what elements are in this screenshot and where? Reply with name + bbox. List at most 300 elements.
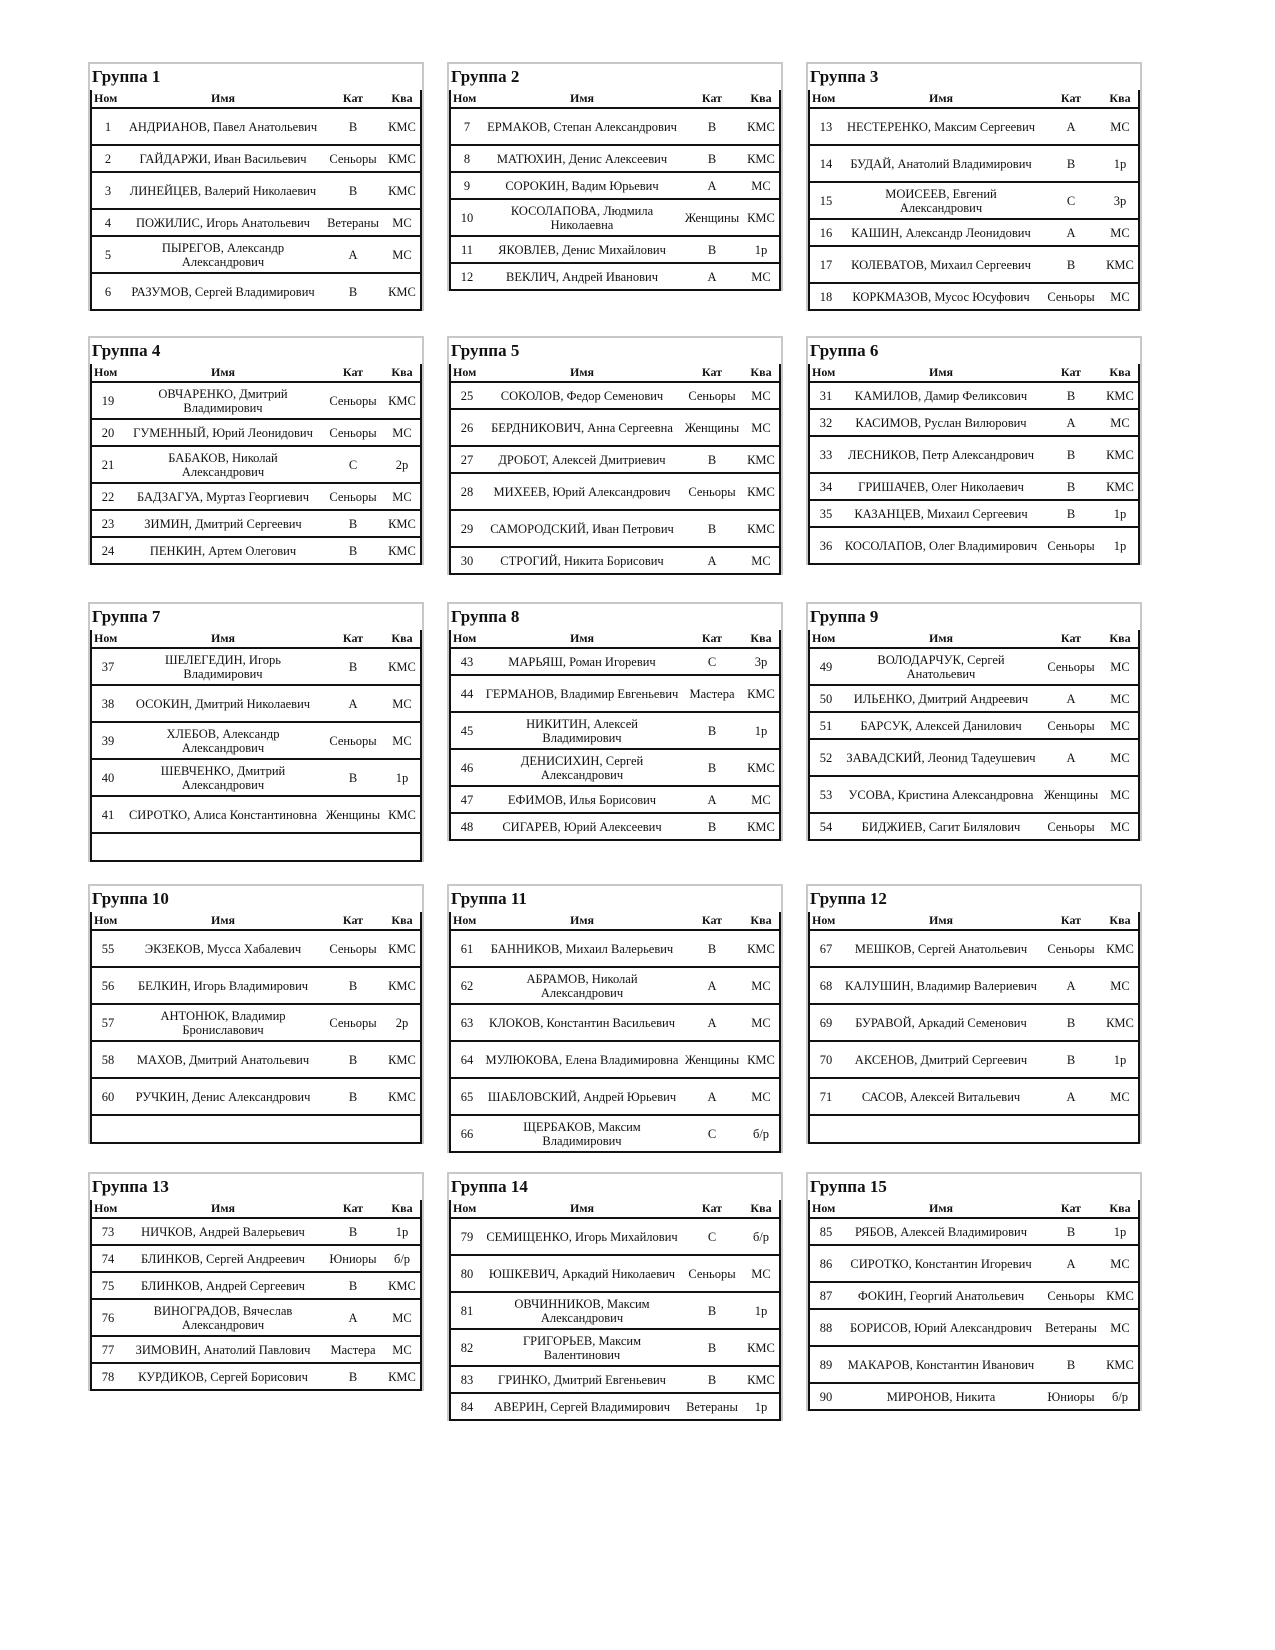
athlete-qualification: МС	[1102, 1245, 1139, 1282]
group-title: Группа 13	[92, 1177, 169, 1196]
athlete-name: САСОВ, Алексей Витальевич	[842, 1078, 1040, 1115]
athlete-number: 21	[91, 446, 124, 483]
header-name: Имя	[124, 630, 322, 648]
athlete-qualification: КМС	[384, 273, 421, 310]
table-row	[91, 483, 421, 510]
group-table	[808, 90, 1140, 311]
athlete-name: СИГАРЕВ, Юрий Алексеевич	[483, 813, 681, 840]
athlete-number: 50	[809, 685, 842, 712]
athlete-qualification: КМС	[743, 199, 780, 236]
athlete-name: ВИНОГРАДОВ, Вячеслав Александрович	[124, 1299, 322, 1336]
table-row	[91, 209, 421, 236]
group-6	[806, 336, 1142, 565]
athlete-name: ОВЧИННИКОВ, Максим Александрович	[483, 1292, 681, 1329]
athlete-number: 63	[450, 1004, 483, 1041]
athlete-qualification: КМС	[384, 1272, 421, 1299]
athlete-name: КАШИН, Александр Леонидович	[842, 219, 1040, 246]
athlete-category: C	[322, 446, 384, 483]
header-name: Имя	[842, 90, 1040, 108]
table-row	[91, 236, 421, 273]
group-table	[90, 1200, 422, 1391]
header-cat: Кат	[322, 912, 384, 930]
header-name: Имя	[124, 1200, 322, 1218]
athlete-number: 44	[450, 675, 483, 712]
table-header-row	[450, 364, 780, 382]
table-row	[450, 1004, 780, 1041]
athlete-number: 2	[91, 145, 124, 172]
athlete-number: 14	[809, 145, 842, 182]
header-name: Имя	[842, 630, 1040, 648]
athlete-qualification: КМС	[384, 145, 421, 172]
athlete-category: B	[1040, 436, 1102, 473]
table-row	[450, 813, 780, 840]
athlete-number: 24	[91, 537, 124, 564]
athlete-number: 55	[91, 930, 124, 967]
athlete-category: B	[681, 108, 743, 145]
table-row	[450, 1393, 780, 1420]
table-row	[450, 1255, 780, 1292]
athlete-number: 19	[91, 382, 124, 419]
athlete-name: АКСЕНОВ, Дмитрий Сергеевич	[842, 1041, 1040, 1078]
athlete-qualification: МС	[743, 967, 780, 1004]
header-num: Ном	[91, 630, 124, 648]
athlete-category: A	[1040, 409, 1102, 436]
group-table	[449, 630, 781, 841]
athlete-name: СИРОТКО, Алиса Константиновна	[124, 796, 322, 833]
athlete-name: КОСОЛАПОВА, Людмила Николаевна	[483, 199, 681, 236]
header-num: Ном	[809, 364, 842, 382]
athlete-name: ГРИГОРЬЕВ, Максим Валентинович	[483, 1329, 681, 1366]
athlete-number: 4	[91, 209, 124, 236]
athlete-category: C	[681, 1115, 743, 1152]
athlete-category: B	[322, 1041, 384, 1078]
athlete-number: 10	[450, 199, 483, 236]
athlete-name: БЛИНКОВ, Андрей Сергеевич	[124, 1272, 322, 1299]
athlete-category: A	[681, 263, 743, 290]
table-row	[809, 283, 1139, 310]
header-cat: Кат	[681, 90, 743, 108]
athlete-category: Сеньоры	[1040, 813, 1102, 840]
athlete-qualification: МС	[384, 236, 421, 273]
athlete-qualification: КМС	[384, 1078, 421, 1115]
table-row	[809, 527, 1139, 564]
group-title: Группа 14	[451, 1177, 528, 1196]
athlete-number: 70	[809, 1041, 842, 1078]
athlete-category: Женщины	[1040, 776, 1102, 813]
athlete-number: 34	[809, 473, 842, 500]
table-row	[450, 1292, 780, 1329]
table-row	[91, 967, 421, 1004]
group-title: Группа 6	[810, 341, 879, 360]
header-qual: Ква	[743, 912, 780, 930]
header-qual: Ква	[1102, 1200, 1139, 1218]
athlete-category: Сеньоры	[1040, 712, 1102, 739]
athlete-category: C	[681, 1218, 743, 1255]
athlete-number: 32	[809, 409, 842, 436]
athlete-name: ГРИШАЧЕВ, Олег Николаевич	[842, 473, 1040, 500]
athlete-number: 25	[450, 382, 483, 409]
athlete-name: ГЕРМАНОВ, Владимир Евгеньевич	[483, 675, 681, 712]
header-num: Ном	[809, 90, 842, 108]
athlete-category: A	[1040, 1078, 1102, 1115]
group-title: Группа 11	[451, 889, 527, 908]
athlete-qualification: КМС	[384, 930, 421, 967]
table-row	[450, 145, 780, 172]
table-header-row	[809, 912, 1139, 930]
athlete-name: ВОЛОДАРЧУК, Сергей Анатольевич	[842, 648, 1040, 685]
athlete-category: A	[681, 547, 743, 574]
table-row	[809, 182, 1139, 219]
athlete-category: Ветераны	[1040, 1309, 1102, 1346]
athlete-number: 56	[91, 967, 124, 1004]
table-row	[809, 739, 1139, 776]
header-cat: Кат	[1040, 630, 1102, 648]
header-qual: Ква	[384, 1200, 421, 1218]
header-qual: Ква	[384, 364, 421, 382]
table-row	[450, 1218, 780, 1255]
athlete-category: B	[681, 236, 743, 263]
athlete-qualification: 2р	[384, 1004, 421, 1041]
table-row	[450, 967, 780, 1004]
athlete-number: 71	[809, 1078, 842, 1115]
athlete-category: B	[681, 145, 743, 172]
table-row	[91, 759, 421, 796]
athlete-number: 6	[91, 273, 124, 310]
group-table	[449, 364, 781, 575]
table-row	[91, 833, 421, 861]
athlete-category: Юниоры	[322, 1245, 384, 1272]
table-row	[809, 382, 1139, 409]
athlete-category: Сеньоры	[681, 473, 743, 510]
athlete-category: A	[1040, 108, 1102, 145]
athlete-qualification: МС	[743, 172, 780, 199]
group-title: Группа 15	[810, 1177, 887, 1196]
athlete-name	[124, 1115, 322, 1143]
table-row	[809, 246, 1139, 283]
athlete-name: ГРИНКО, Дмитрий Евгеньевич	[483, 1366, 681, 1393]
athlete-name: АНДРИАНОВ, Павел Анатольевич	[124, 108, 322, 145]
table-header-row	[809, 1200, 1139, 1218]
header-name: Имя	[124, 364, 322, 382]
group-title: Группа 3	[810, 67, 879, 86]
header-cat: Кат	[322, 90, 384, 108]
table-row	[91, 1078, 421, 1115]
athlete-category: B	[1040, 1004, 1102, 1041]
athlete-category: B	[681, 813, 743, 840]
athlete-number: 77	[91, 1336, 124, 1363]
athlete-number: 74	[91, 1245, 124, 1272]
athlete-number	[91, 833, 124, 861]
athlete-number: 43	[450, 648, 483, 675]
athlete-qualification: 1р	[743, 236, 780, 263]
athlete-name: КОЛЕВАТОВ, Михаил Сергеевич	[842, 246, 1040, 283]
table-header-row	[450, 630, 780, 648]
athlete-name: МАТЮХИН, Денис Алексеевич	[483, 145, 681, 172]
athlete-number: 85	[809, 1218, 842, 1245]
table-row	[91, 382, 421, 419]
table-header-row	[91, 90, 421, 108]
table-row	[809, 436, 1139, 473]
header-cat: Кат	[681, 912, 743, 930]
header-name: Имя	[842, 912, 1040, 930]
table-row	[809, 1004, 1139, 1041]
header-num: Ном	[91, 1200, 124, 1218]
athlete-name: КОРКМАЗОВ, Мусос Юсуфович	[842, 283, 1040, 310]
athlete-name: БЕРДНИКОВИЧ, Анна Сергеевна	[483, 409, 681, 446]
athlete-qualification: МС	[384, 209, 421, 236]
athlete-category: A	[1040, 1245, 1102, 1282]
athlete-number: 23	[91, 510, 124, 537]
athlete-name: РУЧКИН, Денис Александрович	[124, 1078, 322, 1115]
athlete-name: ЕРМАКОВ, Степан Александрович	[483, 108, 681, 145]
athlete-qualification: КМС	[1102, 382, 1139, 409]
athlete-number: 82	[450, 1329, 483, 1366]
group-title: Группа 10	[92, 889, 169, 908]
athlete-name: КАЗАНЦЕВ, Михаил Сергеевич	[842, 500, 1040, 527]
group-title: Группа 8	[451, 607, 520, 626]
athlete-name	[842, 1115, 1040, 1143]
athlete-name: САМОРОДСКИЙ, Иван Петрович	[483, 510, 681, 547]
athlete-category: Сеньоры	[681, 1255, 743, 1292]
table-row	[809, 500, 1139, 527]
athlete-category: Сеньоры	[322, 930, 384, 967]
table-row	[91, 1245, 421, 1272]
table-row	[809, 409, 1139, 436]
athlete-name: КЛОКОВ, Константин Васильевич	[483, 1004, 681, 1041]
athlete-name: СОКОЛОВ, Федор Семенович	[483, 382, 681, 409]
athlete-number: 16	[809, 219, 842, 246]
athlete-category: Сеньоры	[322, 382, 384, 419]
table-row	[450, 409, 780, 446]
table-header-row	[450, 90, 780, 108]
table-row	[809, 967, 1139, 1004]
athlete-qualification: МС	[1102, 283, 1139, 310]
athlete-number: 62	[450, 967, 483, 1004]
athlete-qualification: КМС	[743, 1366, 780, 1393]
table-row	[91, 172, 421, 209]
athlete-qualification: 1р	[743, 1292, 780, 1329]
athlete-name: КАМИЛОВ, Дамир Феликсович	[842, 382, 1040, 409]
table-row	[809, 219, 1139, 246]
group-title: Группа 1	[92, 67, 161, 86]
athlete-category: B	[1040, 500, 1102, 527]
athlete-qualification: МС	[743, 382, 780, 409]
table-row	[91, 930, 421, 967]
athlete-category: B	[1040, 145, 1102, 182]
athlete-category: B	[1040, 1346, 1102, 1383]
athlete-qualification: КМС	[743, 1041, 780, 1078]
athlete-category: Сеньоры	[322, 1004, 384, 1041]
athlete-number: 60	[91, 1078, 124, 1115]
header-num: Ном	[91, 90, 124, 108]
athlete-qualification: КМС	[384, 967, 421, 1004]
table-row	[809, 813, 1139, 840]
table-row	[450, 749, 780, 786]
athlete-qualification: МС	[1102, 648, 1139, 685]
header-cat: Кат	[322, 1200, 384, 1218]
header-num: Ном	[450, 912, 483, 930]
table-row	[809, 685, 1139, 712]
header-qual: Ква	[1102, 912, 1139, 930]
table-header-row	[450, 1200, 780, 1218]
table-row	[809, 712, 1139, 739]
table-row	[91, 273, 421, 310]
athlete-name: БИДЖИЕВ, Сагит Билялович	[842, 813, 1040, 840]
athlete-number: 12	[450, 263, 483, 290]
athlete-qualification: МС	[1102, 1309, 1139, 1346]
header-num: Ном	[450, 630, 483, 648]
athlete-name: СИРОТКО, Константин Игоревич	[842, 1245, 1040, 1282]
table-row	[450, 675, 780, 712]
athlete-qualification: КМС	[384, 537, 421, 564]
athlete-number: 84	[450, 1393, 483, 1420]
athlete-category: B	[681, 1366, 743, 1393]
table-row	[809, 1245, 1139, 1282]
athlete-category: B	[1040, 1041, 1102, 1078]
athlete-number: 57	[91, 1004, 124, 1041]
athlete-number: 48	[450, 813, 483, 840]
athlete-category: A	[681, 967, 743, 1004]
athlete-name: ХЛЕБОВ, Александр Александрович	[124, 722, 322, 759]
header-cat: Кат	[681, 364, 743, 382]
athlete-number: 47	[450, 786, 483, 813]
athlete-category: Сеньоры	[1040, 1282, 1102, 1309]
table-row	[91, 1272, 421, 1299]
athlete-number: 5	[91, 236, 124, 273]
table-row	[450, 510, 780, 547]
header-name: Имя	[483, 364, 681, 382]
athlete-name: ПЕНКИН, Артем Олегович	[124, 537, 322, 564]
header-num: Ном	[809, 912, 842, 930]
athlete-number: 86	[809, 1245, 842, 1282]
athlete-qualification: КМС	[743, 473, 780, 510]
athlete-name: ЭКЗЕКОВ, Мусса Хабалевич	[124, 930, 322, 967]
athlete-qualification: КМС	[743, 749, 780, 786]
table-row	[450, 108, 780, 145]
header-cat: Кат	[1040, 912, 1102, 930]
table-row	[91, 1363, 421, 1390]
group-table	[808, 1200, 1140, 1411]
table-header-row	[91, 630, 421, 648]
athlete-qualification: б/р	[743, 1115, 780, 1152]
athlete-name: ЕФИМОВ, Илья Борисович	[483, 786, 681, 813]
athlete-category: B	[681, 712, 743, 749]
athlete-category: Мастера	[681, 675, 743, 712]
athlete-name: НЕСТЕРЕНКО, Максим Сергеевич	[842, 108, 1040, 145]
athlete-category: B	[1040, 382, 1102, 409]
table-row	[450, 547, 780, 574]
athlete-number: 27	[450, 446, 483, 473]
athlete-category: Сеньоры	[322, 722, 384, 759]
athlete-name: СЕМИЩЕНКО, Игорь Михайлович	[483, 1218, 681, 1255]
athlete-number: 61	[450, 930, 483, 967]
athlete-number: 35	[809, 500, 842, 527]
table-row	[809, 108, 1139, 145]
header-cat: Кат	[1040, 1200, 1102, 1218]
athlete-category: B	[681, 749, 743, 786]
athlete-qualification: КМС	[384, 1363, 421, 1390]
header-name: Имя	[483, 1200, 681, 1218]
group-table	[90, 364, 422, 565]
athlete-category: Сеньоры	[322, 419, 384, 446]
athlete-number: 36	[809, 527, 842, 564]
group-14	[447, 1172, 783, 1421]
athlete-category: Юниоры	[1040, 1383, 1102, 1410]
table-row	[450, 236, 780, 263]
athlete-category	[322, 1115, 384, 1143]
athlete-qualification: МС	[1102, 967, 1139, 1004]
athlete-category: Сеньоры	[1040, 283, 1102, 310]
group-table	[449, 90, 781, 291]
athlete-number: 18	[809, 283, 842, 310]
athlete-qualification: б/р	[743, 1218, 780, 1255]
athlete-category: Женщины	[322, 796, 384, 833]
athlete-name: МОИСЕЕВ, Евгений Александрович	[842, 182, 1040, 219]
athlete-name: ЯКОВЛЕВ, Денис Михайлович	[483, 236, 681, 263]
athlete-category: A	[1040, 739, 1102, 776]
group-title: Группа 4	[92, 341, 161, 360]
athlete-qualification: КМС	[384, 510, 421, 537]
table-row	[809, 1282, 1139, 1309]
athlete-name: ВЕКЛИЧ, Андрей Иванович	[483, 263, 681, 290]
header-qual: Ква	[743, 630, 780, 648]
athlete-qualification: МС	[384, 1336, 421, 1363]
athlete-category: B	[322, 1218, 384, 1245]
athlete-number: 49	[809, 648, 842, 685]
athlete-qualification: б/р	[1102, 1383, 1139, 1410]
table-row	[450, 1329, 780, 1366]
table-row	[91, 1115, 421, 1143]
athlete-category: B	[681, 446, 743, 473]
table-row	[450, 1041, 780, 1078]
athlete-name: БЛИНКОВ, Сергей Андреевич	[124, 1245, 322, 1272]
athlete-qualification: МС	[743, 409, 780, 446]
group-title: Группа 7	[92, 607, 161, 626]
athlete-number: 67	[809, 930, 842, 967]
athlete-name: БАННИКОВ, Михаил Валерьевич	[483, 930, 681, 967]
athlete-category: B	[322, 108, 384, 145]
athlete-category: B	[322, 1363, 384, 1390]
athlete-category: C	[1040, 182, 1102, 219]
athlete-name: ЗИМИН, Дмитрий Сергеевич	[124, 510, 322, 537]
athlete-name: ЛИНЕЙЦЕВ, Валерий Николаевич	[124, 172, 322, 209]
athlete-qualification: МС	[743, 547, 780, 574]
athlete-category: B	[1040, 246, 1102, 283]
athlete-qualification: МС	[384, 722, 421, 759]
athlete-number: 88	[809, 1309, 842, 1346]
group-2	[447, 62, 783, 291]
header-num: Ном	[450, 90, 483, 108]
athlete-qualification: КМС	[384, 382, 421, 419]
table-row	[450, 263, 780, 290]
athlete-qualification: КМС	[1102, 1004, 1139, 1041]
athlete-number: 58	[91, 1041, 124, 1078]
header-qual: Ква	[1102, 630, 1139, 648]
header-cat: Кат	[322, 630, 384, 648]
group-4	[88, 336, 424, 565]
athlete-qualification: 1р	[384, 1218, 421, 1245]
table-row	[809, 1309, 1139, 1346]
group-table	[808, 912, 1140, 1144]
athlete-qualification: МС	[384, 419, 421, 446]
athlete-number: 1	[91, 108, 124, 145]
athlete-qualification: КМС	[743, 510, 780, 547]
athlete-qualification: КМС	[743, 108, 780, 145]
table-row	[91, 510, 421, 537]
group-5	[447, 336, 783, 575]
athlete-name: АНТОНЮК, Владимир Брониславович	[124, 1004, 322, 1041]
table-row	[91, 108, 421, 145]
